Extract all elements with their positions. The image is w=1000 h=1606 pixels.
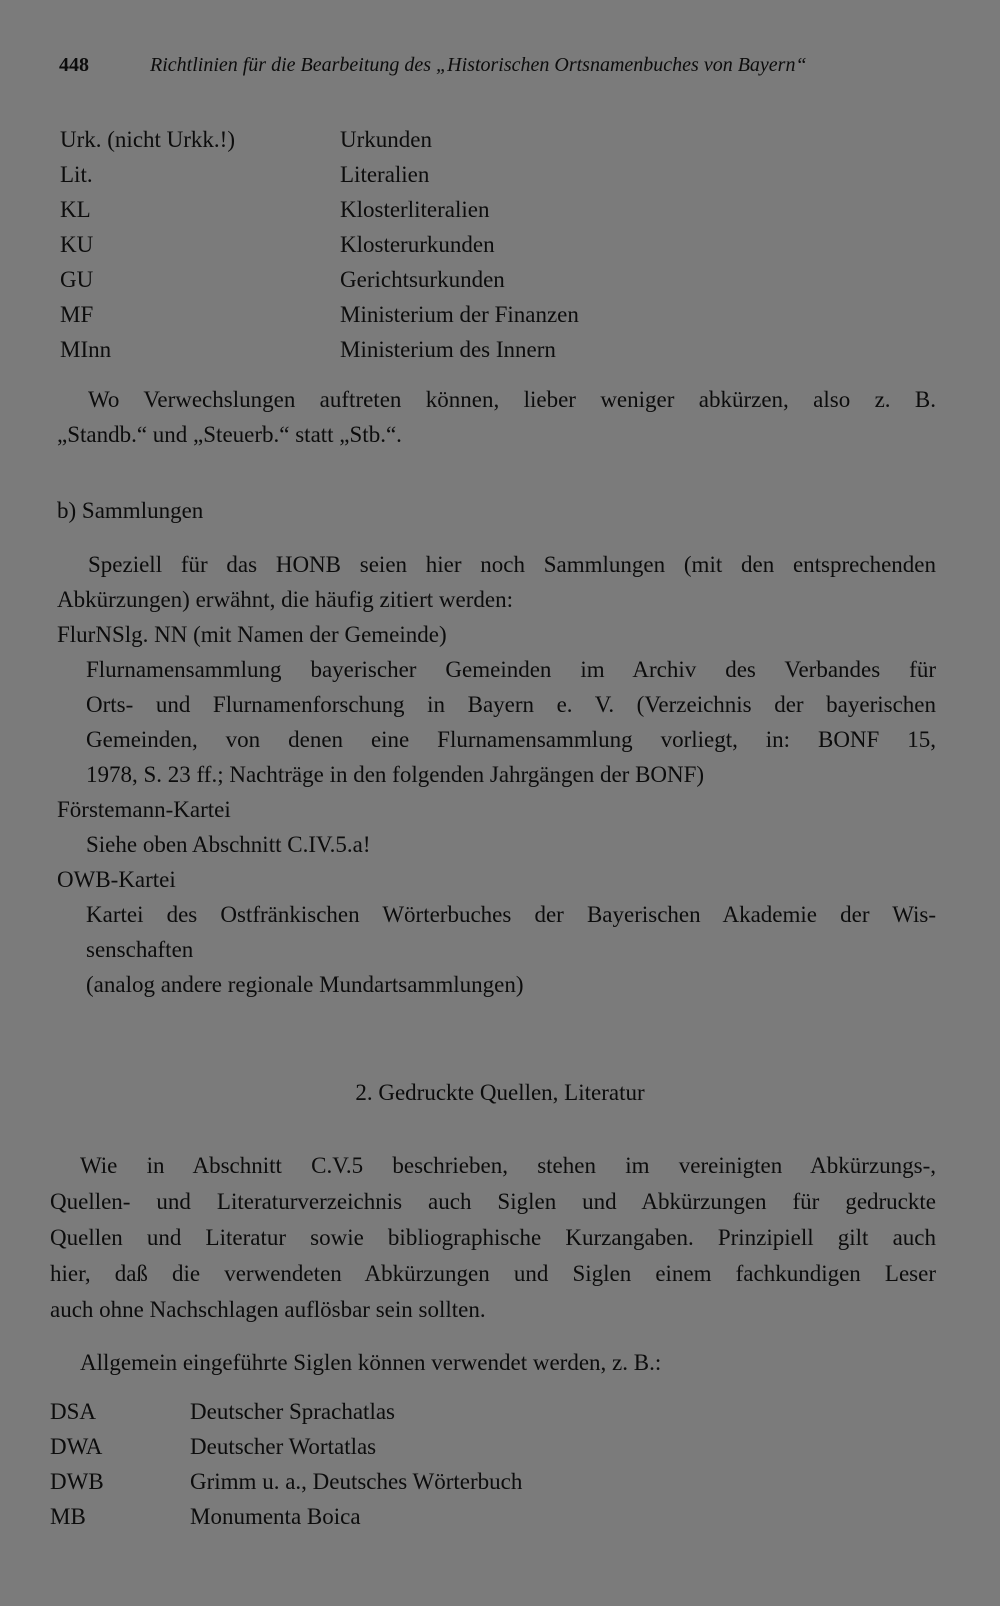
abbr-term: MF [60,302,94,327]
collection-description: Orts- und Flurnamenforschung in Bayern e. V. (Verzeichnis der bayerischen [86,692,936,717]
abbr-term: KU [60,232,94,257]
body-text-line: Quellen und Literatur sowie bibliographische Kurzangaben. Prinzipiell gilt auch [50,1225,936,1250]
body-text-line: Speziell für das HONB seien hier noch Sammlungen (mit den entsprechenden [88,552,936,577]
abbr-meaning: Grimm u. a., Deutsches Wörterbuch [190,1469,523,1494]
collection-term: Förstemann-Kartei [57,797,231,822]
abbr-meaning: Klosterliteralien [340,197,490,222]
abbr-term: MInn [60,337,112,362]
collection-description: Kartei des Ostfränkischen Wörterbuches der Bayerischen Akademie der Wis- [86,902,936,927]
abbr-meaning: Deutscher Wortatlas [190,1434,377,1459]
abbr-term: Lit. [60,162,93,187]
abbr-term: Urk. (nicht Urkk.!) [60,127,236,152]
abbr-meaning: Ministerium der Finanzen [340,302,579,327]
body-text-line: auch ohne Nachschlagen auflösbar sein sollten. [50,1297,486,1322]
section-heading: b) Sammlungen [57,498,204,523]
abbr-term: MB [50,1504,86,1529]
collection-description: Siehe oben Abschnitt C.IV.5.a! [86,832,371,857]
abbr-term: DSA [50,1399,97,1424]
abbr-term: DWB [50,1469,104,1494]
abbr-meaning: Literalien [340,162,430,187]
body-text-line: Wie in Abschnitt C.V.5 beschrieben, stehen im vereinigten Abkürzungs-, [80,1153,936,1178]
abbr-term: KL [60,197,91,222]
body-text-line: Allgemein eingeführte Siglen können verwendet werden, z. B.: [80,1350,662,1375]
abbr-meaning: Deutscher Sprachatlas [190,1399,396,1424]
body-text-line: hier, daß die verwendeten Abkürzungen und Siglen einem fachkundigen Leser [50,1261,936,1286]
abbr-meaning: Ministerium des Innern [340,337,556,362]
collection-term: OWB-Kartei [57,867,176,892]
collection-description: Gemeinden, von denen eine Flurnamensammlung vorliegt, in: BONF 15, [86,727,936,752]
collection-description: 1978, S. 23 ff.; Nachträge in den folgenden Jahrgängen der BONF) [86,762,705,787]
page-number: 448 [59,54,89,76]
body-text-line: Wo Verwechslungen auftreten können, lieber weniger abkürzen, also z. B. [88,387,936,412]
body-text-line: „Standb.“ und „Steuerb.“ statt „Stb.“. [57,422,402,447]
abbr-meaning: Monumenta Boica [190,1504,361,1529]
collection-description: (analog andere regionale Mundartsammlungen) [86,972,524,997]
collection-description: Flurnamensammlung bayerischer Gemeinden im Archiv des Verbandes für [86,657,936,682]
collection-term: FlurNSlg. NN (mit Namen der Gemeinde) [57,622,447,647]
abbr-term: DWA [50,1434,103,1459]
collection-description: senschaften [86,937,194,962]
body-text-line: Quellen- und Literaturverzeichnis auch Siglen und Abkürzungen für gedruckte [50,1189,936,1214]
body-text-line: Abkürzungen) erwähnt, die häufig zitiert werden: [57,587,513,612]
section-heading: 2. Gedruckte Quellen, Literatur [355,1080,645,1105]
abbr-meaning: Gerichtsurkunden [340,267,505,292]
abbr-meaning: Klosterurkunden [340,232,495,257]
abbr-meaning: Urkunden [340,127,432,152]
abbr-term: GU [60,267,94,292]
running-title: Richtlinien für die Bearbeitung des „Historischen Ortsnamenbuches von Bayern“ [150,54,807,76]
